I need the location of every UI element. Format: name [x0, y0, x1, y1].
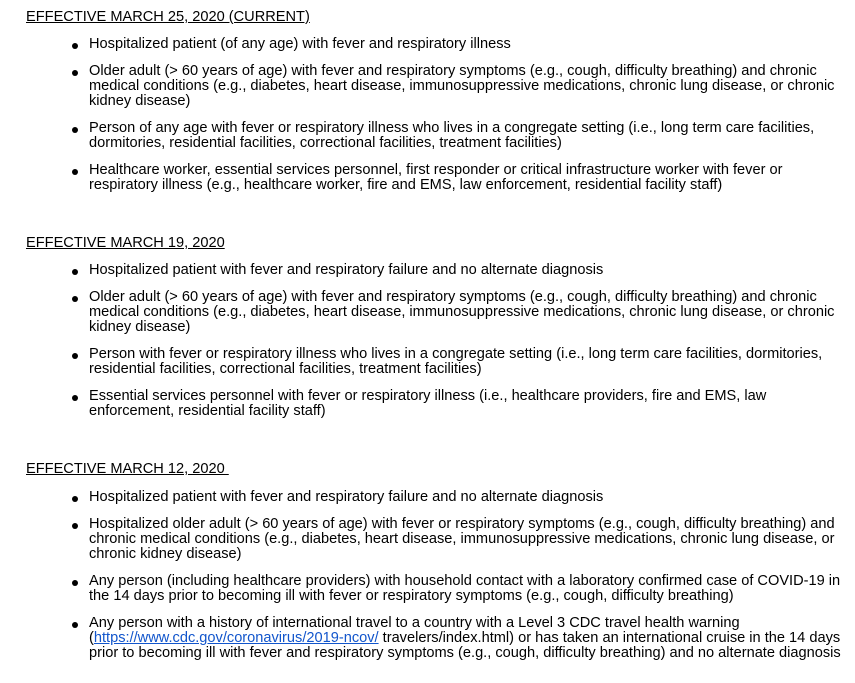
bullet-icon: [72, 127, 78, 133]
list-item: [26, 490, 841, 505]
list-item: [26, 163, 841, 193]
section-march-19: [26, 236, 841, 419]
list-item: [26, 389, 841, 419]
list-item: [26, 121, 841, 151]
bullet-icon: [72, 296, 78, 302]
section-march-25: [26, 10, 841, 193]
criteria-list: [26, 490, 841, 661]
bullet-icon: [72, 496, 78, 502]
list-item: [26, 616, 841, 661]
list-item-text: Older adult (> 60 years of age) with fever and respiratory symptoms (e.g., cough, difficulty breathing) and chronic medical conditions (e.g., diabetes, heart disease, immunosuppressive medications, chronic lung disease, or chronic kidney disease): [89, 63, 835, 109]
bullet-icon: [72, 622, 78, 628]
criteria-list: [26, 263, 841, 419]
list-item-text: Person of any age with fever or respiratory illness who lives in a congregate setting (i.e., long term care facilities, dormitories, residential facilities, correctional facilities, treatment facilities): [89, 120, 815, 151]
bullet-icon: [72, 395, 78, 401]
list-item-text: Healthcare worker, essential services personnel, first responder or critical infrastructure worker with fever or respiratory illness (e.g., healthcare worker, fire and EMS, law enforcement, residential facility staff): [89, 162, 783, 193]
bullet-icon: [72, 353, 78, 359]
list-item: [26, 290, 841, 335]
section-heading: EFFECTIVE MARCH 12, 2020: [26, 461, 229, 477]
section-heading: EFFECTIVE MARCH 25, 2020 (CURRENT): [26, 9, 310, 25]
criteria-list: [26, 37, 841, 193]
cdc-travel-link[interactable]: https://www.cdc.gov/coronavirus/2019-ncov/: [93, 630, 379, 646]
list-item-text: Hospitalized older adult (> 60 years of age) with fever or respiratory symptoms (e.g., cough, difficulty breathing) and chronic medical conditions (e.g., diabetes, heart disease, immunosuppressive medications, chronic lung disease, or chronic kidney disease): [89, 516, 835, 562]
list-item: [26, 37, 841, 52]
section-march-12: [26, 462, 841, 661]
bullet-icon: [72, 580, 78, 586]
travel-item-text-after: travelers/index.html) or has taken an international cruise in the 14 days prior to becoming ill with fever and respiratory symptoms (e.g., cough, difficulty breathing) and no alternate diagnosis: [89, 630, 841, 661]
bullet-icon: [72, 70, 78, 76]
list-item: [26, 64, 841, 109]
bullet-icon: [72, 269, 78, 275]
bullet-icon: [72, 169, 78, 175]
list-item-text: Hospitalized patient (of any age) with fever and respiratory illness: [89, 36, 511, 52]
section-heading: EFFECTIVE MARCH 19, 2020: [26, 235, 225, 251]
bullet-icon: [72, 523, 78, 529]
list-item-text: Any person (including healthcare providers) with household contact with a laboratory confirmed case of COVID-19 in the 14 days prior to becoming ill with fever or respiratory symptoms (e.g., cough, difficulty breathing): [89, 573, 841, 604]
list-item-text: Older adult (> 60 years of age) with fever and respiratory symptoms (e.g., cough, difficulty breathing) and chronic medical conditions (e.g., diabetes, heart disease, immunosuppressive medications, chronic lung disease, or chronic kidney disease): [89, 289, 835, 335]
list-item: [26, 574, 841, 604]
list-item-text: Hospitalized patient with fever and respiratory failure and no alternate diagnosis: [89, 262, 604, 278]
list-item-text: Hospitalized patient with fever and respiratory failure and no alternate diagnosis: [89, 489, 604, 505]
bullet-icon: [72, 43, 78, 49]
list-item: [26, 347, 841, 377]
list-item: [26, 263, 841, 278]
list-item-text: Essential services personnel with fever or respiratory illness (i.e., healthcare providers, fire and EMS, law enforcement, residential facility staff): [89, 388, 767, 419]
list-item-text: Person with fever or respiratory illness who lives in a congregate setting (i.e., long term care facilities, dormitories, residential facilities, correctional facilities, treatment facilities): [89, 346, 823, 377]
list-item: [26, 517, 841, 562]
travel-item-text-before: Any person with a history of international travel to a country with a Level 3 CDC travel health warning (: [89, 615, 740, 646]
